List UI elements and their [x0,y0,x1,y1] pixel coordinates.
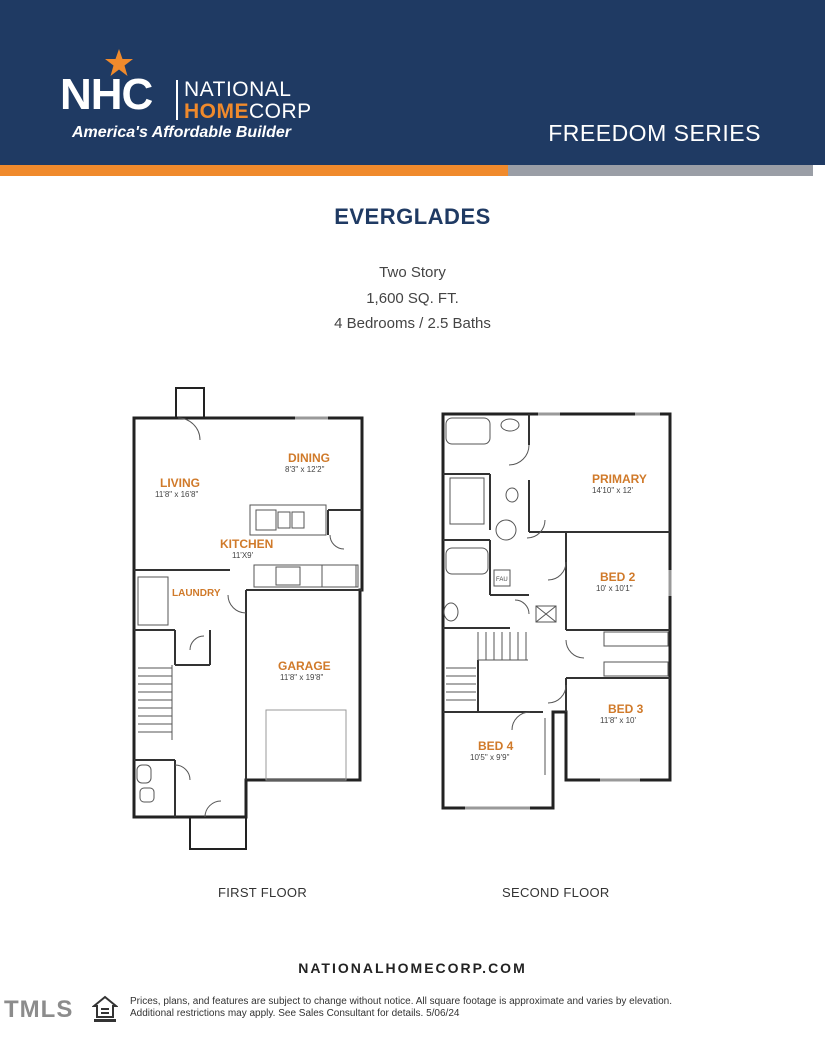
dining-dim: 8'3" x 12'2" [285,465,325,474]
website-link[interactable]: NATIONALHOMECORP.COM [298,960,527,976]
bed2-label: BED 2 [600,570,636,584]
model-stories: Two Story [379,264,446,281]
garage-label: GARAGE [278,659,331,673]
mls-watermark: TMLS [4,996,74,1023]
kitchen-label: KITCHEN [220,537,274,551]
bed3-dim: 11'8" x 10' [600,716,636,725]
living-dim: 11'8" x 16'8" [155,490,199,499]
laundry-label: LAUNDRY [172,588,221,599]
disclaimer-line-1: Prices, plans, and features are subject to change without notice. All square footage is approximate and varies by elevation. [130,996,672,1007]
logo-divider [176,80,178,120]
dining-label: DINING [288,451,330,465]
first-floor-label: FIRST FLOOR [218,885,308,900]
garage-dim: 11'8" x 19'8" [280,673,324,682]
bed3-label: BED 3 [608,702,644,716]
logo-corp-word: CORP [249,100,312,123]
primary-dim: 14'10" x 12' [592,486,634,495]
equal-housing-icon [92,995,118,1023]
disclaimer [130,996,790,1020]
series-title: FREEDOM SERIES [548,120,761,146]
bed4-dim: 10'5" x 9'9" [470,753,510,762]
header-banner [0,0,825,165]
living-label: LIVING [160,476,201,490]
orange-stripe [0,165,508,176]
logo-tagline: America's Affordable Builder [72,124,291,141]
primary-label: PRIMARY [592,472,647,486]
bed4-label: BED 4 [478,739,514,753]
bed2-dim: 10' x 10'1" [596,584,633,593]
disclaimer-line-2: Additional restrictions may apply. See Sales Consultant for details. 5/06/24 [130,1008,460,1019]
gray-stripe [508,165,813,176]
logo-home-word: HOME [184,100,249,123]
nhc-logo[interactable] [58,48,318,148]
logo-homecorp [184,100,312,124]
second-floor-label: SECOND FLOOR [502,885,610,900]
logo-national: NATIONAL [184,78,292,101]
model-name: EVERGLADES [334,204,491,229]
model-sqft: 1,600 SQ. FT. [366,290,459,307]
logo-mark: NHC [60,70,153,119]
model-beds-baths: 4 Bedrooms / 2.5 Baths [334,315,491,332]
kitchen-dim: 11'X9' [232,551,254,560]
fau-label: FAU [496,577,508,583]
floor-plan-drawing [0,380,825,860]
